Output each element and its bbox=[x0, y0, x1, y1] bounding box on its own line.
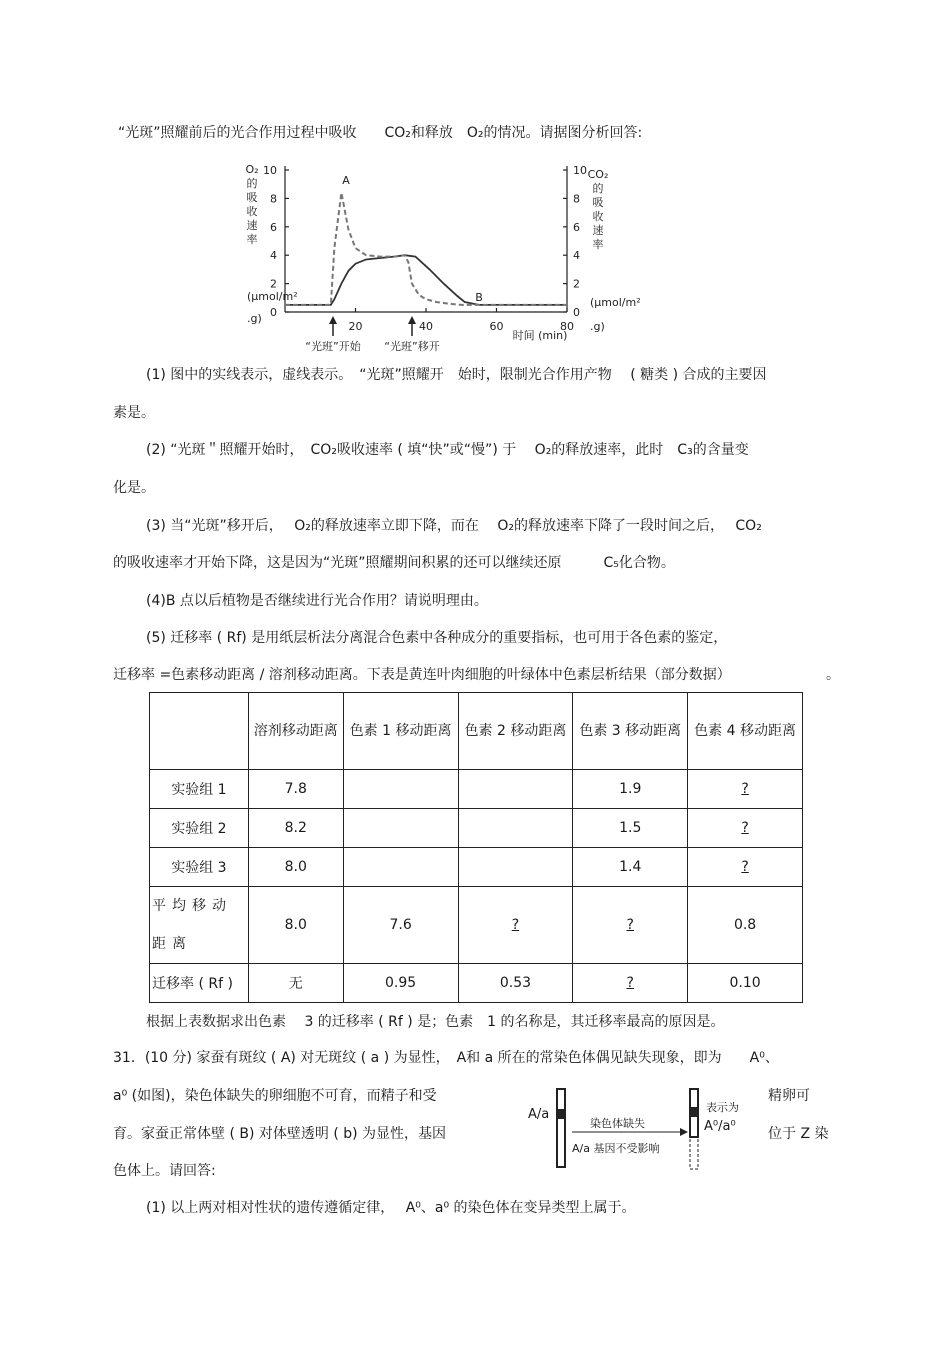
fig-arrow-bottom: A/a 基因不受影响 bbox=[572, 1142, 660, 1155]
question-5-line-2-end: 。 bbox=[826, 667, 840, 683]
table-cell bbox=[458, 770, 573, 809]
right-axis-label-char: 的 bbox=[592, 182, 604, 195]
y-tick-label: 2 bbox=[573, 277, 580, 291]
table-cell: 0.10 bbox=[688, 964, 803, 1003]
table-cell: 1.9 bbox=[573, 770, 688, 809]
event-arrow-label: “光班”移开 bbox=[384, 340, 440, 353]
event-arrow-label: “光班”开始 bbox=[305, 340, 361, 353]
y-tick-label: 8 bbox=[270, 192, 277, 206]
left-unit-label: .g) bbox=[247, 312, 262, 325]
question-4: (4)B 点以后植物是否继续进行光合作用？请说明理由。 bbox=[146, 593, 488, 609]
question-1-line-1: (1) 图中的实线表示，虚线表示。 “光斑”照耀开 始时，限制光合作用产物 ( 糖类 ) 合成的主要因 bbox=[146, 367, 767, 383]
table-header-cell: 溶剂移动距离 bbox=[248, 693, 343, 770]
row-label: 平均移动距离 bbox=[150, 887, 249, 964]
question-5-line-1: (5) 迁移率 ( Rf) 是用纸层析法分离混合色素中各种成分的重要指标，也可用于各色素的鉴定， bbox=[146, 630, 728, 646]
left-axis-label-char: 的 bbox=[246, 177, 258, 190]
table-cell: 0.95 bbox=[343, 964, 458, 1003]
table-header-cell: 色素 2 移动距离 bbox=[458, 693, 573, 770]
y-tick-label: 10 bbox=[573, 164, 587, 177]
deleted-segment bbox=[690, 1137, 698, 1169]
pigment-rf-table bbox=[149, 692, 803, 1003]
gene-band bbox=[557, 1109, 565, 1119]
q31-line-4: 色体上。请回答: bbox=[113, 1163, 216, 1179]
table-row bbox=[150, 964, 803, 1003]
table-header-cell: 色素 4 移动距离 bbox=[688, 693, 803, 770]
y-tick-label: 8 bbox=[573, 192, 580, 206]
y-tick-label: 6 bbox=[270, 220, 277, 234]
left-axis-label-char: 吸 bbox=[246, 191, 258, 204]
series-dashed-line bbox=[285, 193, 567, 305]
table-cell bbox=[343, 809, 458, 848]
table-cell: 无 bbox=[248, 964, 343, 1003]
point-label-b: B bbox=[475, 291, 483, 304]
q31-line-2a: a⁰ (如图)，染色体缺失的卵细胞不可育，而精子和受 bbox=[113, 1088, 437, 1104]
table-header-cell: 色素 3 移动距离 bbox=[573, 693, 688, 770]
y-tick-label: 0 bbox=[573, 306, 580, 319]
q31-question-1: (1) 以上两对相对性状的遗传遵循定律， A⁰、a⁰ 的染色体在变异类型上属于。 bbox=[146, 1200, 636, 1216]
row-label: 迁移率 ( Rf ) bbox=[150, 964, 249, 1003]
x-tick-label: 20 bbox=[348, 320, 363, 333]
q31-line-3b: 位于 Z 染 bbox=[768, 1126, 829, 1142]
x-tick-label: 60 bbox=[489, 320, 504, 333]
q31-line-1: 31．(10 分) 家蚕有斑纹 ( A) 对无斑纹 ( a ) 为显性， A和 a 所在的常染色体偶见缺失现象，即为 A⁰、 bbox=[113, 1050, 779, 1066]
left-unit-label: (μmol/m² bbox=[247, 290, 298, 303]
question-1-line-2: 素是。 bbox=[113, 405, 155, 421]
fig-right-top: 表示为 bbox=[706, 1101, 739, 1114]
table-cell: 1.4 bbox=[573, 848, 688, 887]
y-tick-label: 2 bbox=[270, 277, 277, 291]
arrow-up-icon bbox=[329, 316, 337, 324]
table-row bbox=[150, 887, 803, 964]
table-cell: ? bbox=[688, 770, 803, 809]
right-axis-label-char: CO₂ bbox=[587, 168, 609, 181]
y-tick-label: 6 bbox=[573, 220, 580, 234]
table-cell bbox=[458, 809, 573, 848]
table-cell: 0.53 bbox=[458, 964, 573, 1003]
x-tick-label: 40 bbox=[419, 320, 433, 333]
table-cell: 7.6 bbox=[343, 887, 458, 964]
y-tick-label: 4 bbox=[270, 249, 277, 263]
table-row bbox=[150, 770, 803, 809]
row-label: 实验组 2 bbox=[150, 809, 249, 848]
arrow-head-icon bbox=[680, 1128, 688, 1136]
right-axis-label-char: 收 bbox=[592, 210, 604, 223]
question-5-line-2: 迁移率 =色素移动距离 / 溶剂移动距离。下表是黄连叶肉细胞的叶绿体中色素层析结果（部分数据） bbox=[113, 667, 731, 683]
question-3-line-2: 的吸收速率才开始下降，这是因为“光斑”照耀期间积累的还可以继续还原 C₅化合物。 bbox=[113, 555, 675, 571]
right-axis-label-char: 速 bbox=[592, 224, 604, 237]
fig-left-label: A/a bbox=[528, 1107, 550, 1122]
y-tick-label: 4 bbox=[573, 249, 580, 263]
q31-line-3a: 育。家蚕正常体壁 ( B) 对体壁透明 ( b) 为显性，基因 bbox=[113, 1126, 447, 1142]
question-2-line-1: (2) “光斑＂照耀开始时， CO₂吸收速率 ( 填“快”或“慢”) 于 O₂的释放速率，此时 C₃的含量变 bbox=[146, 442, 749, 458]
left-axis-label-char: 速 bbox=[246, 219, 258, 232]
row-label: 实验组 1 bbox=[150, 770, 249, 809]
gene-band bbox=[690, 1107, 698, 1117]
arrow-up-icon bbox=[408, 316, 416, 324]
x-axis-label: 时间 (min) bbox=[512, 329, 568, 342]
fig-arrow-top: 染色体缺失 bbox=[590, 1117, 645, 1130]
table-cell: 8.0 bbox=[248, 887, 343, 964]
table-cell: 1.5 bbox=[573, 809, 688, 848]
table-corner-cell bbox=[150, 693, 249, 770]
table-header-cell: 色素 1 移动距离 bbox=[343, 693, 458, 770]
point-label-a: A bbox=[342, 174, 350, 187]
table-row bbox=[150, 848, 803, 887]
question-3-line-1: (3) 当“光斑”移开后， O₂的释放速率立即下降，而在 O₂的释放速率下降了一段时间之后， CO₂ bbox=[146, 518, 762, 534]
table-cell: 7.8 bbox=[248, 770, 343, 809]
table-cell: ? bbox=[458, 887, 573, 964]
left-axis-label-char: 率 bbox=[246, 233, 258, 246]
left-axis-label-char: O₂ bbox=[245, 163, 259, 176]
x-tick-label: 80 bbox=[560, 320, 574, 333]
table-header-row bbox=[150, 693, 803, 770]
table-cell: ? bbox=[573, 887, 688, 964]
table-cell bbox=[343, 848, 458, 887]
y-tick-label: 10 bbox=[263, 164, 277, 177]
chromosome-bar bbox=[557, 1089, 565, 1167]
right-axis-label-char: 吸 bbox=[592, 196, 604, 209]
after-table-question: 根据上表数据求出色素 3 的迁移率 ( Rf ) 是；色素 1 的名称是，其迁移率最高的原因是。 bbox=[146, 1014, 725, 1030]
y-tick-label: 0 bbox=[270, 306, 277, 319]
row-label: 实验组 3 bbox=[150, 848, 249, 887]
table-cell: 8.0 bbox=[248, 848, 343, 887]
question-2-line-2: 化是。 bbox=[113, 480, 155, 496]
left-axis-label-char: 收 bbox=[246, 205, 258, 218]
right-unit-label: (μmol/m² bbox=[590, 296, 641, 309]
chromosome-figure bbox=[520, 1085, 760, 1175]
intro-text: “光斑”照耀前后的光合作用过程中吸收 CO₂和释放 O₂的情况。请据图分析回答: bbox=[118, 125, 643, 141]
table-cell: ? bbox=[688, 848, 803, 887]
right-unit-label: .g) bbox=[590, 320, 605, 333]
table-cell bbox=[343, 770, 458, 809]
table-cell: ? bbox=[688, 809, 803, 848]
right-axis-label-char: 率 bbox=[592, 238, 604, 251]
table-cell bbox=[458, 848, 573, 887]
q31-line-2b: 精卵可 bbox=[768, 1088, 810, 1104]
fig-right-bottom: A⁰/a⁰ bbox=[704, 1119, 736, 1134]
table-cell: ? bbox=[573, 964, 688, 1003]
table-cell: 8.2 bbox=[248, 809, 343, 848]
table-cell: 0.8 bbox=[688, 887, 803, 964]
table-row bbox=[150, 809, 803, 848]
series-solid-line bbox=[285, 255, 567, 305]
